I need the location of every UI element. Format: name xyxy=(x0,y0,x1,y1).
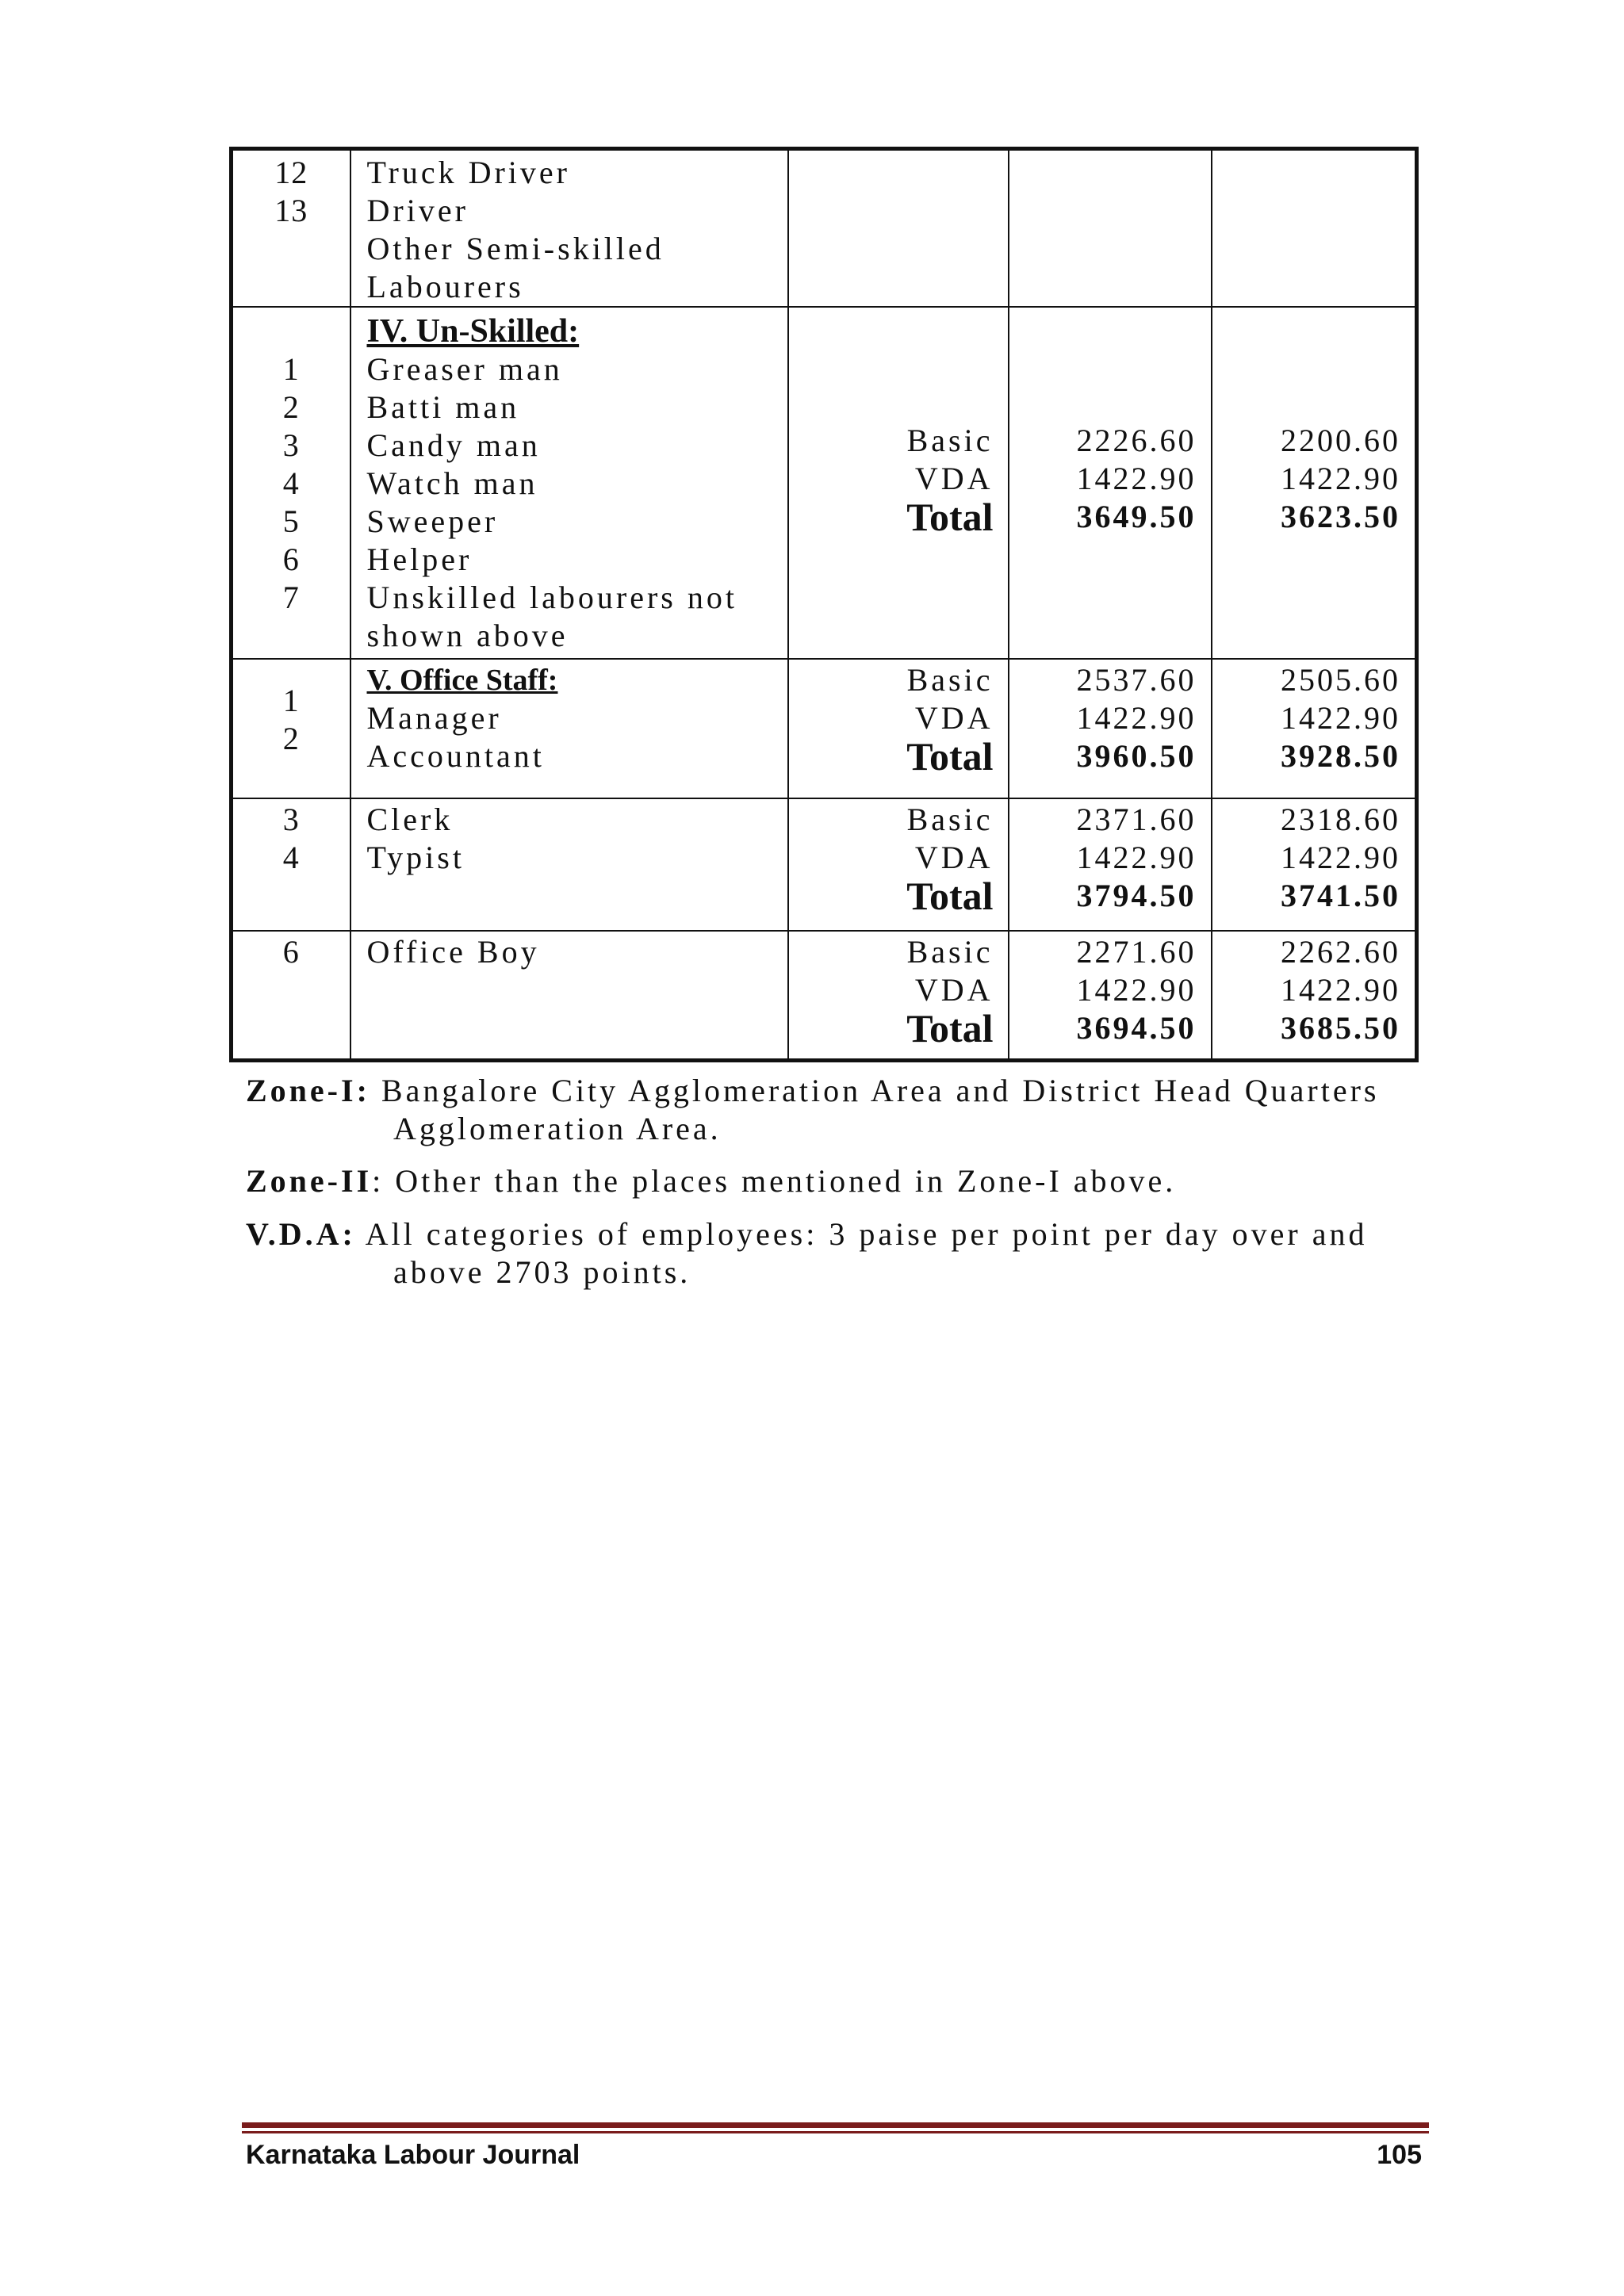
basic-value: 2262.60 xyxy=(1281,934,1400,970)
total-value: 3685.50 xyxy=(1281,1010,1400,1046)
category-name: Office Boy xyxy=(366,934,540,970)
zone2-note xyxy=(246,1162,1424,1200)
total-label: Total xyxy=(906,495,994,539)
category-cell xyxy=(350,931,788,1060)
serial-number: 5 xyxy=(282,503,300,539)
category-name: Greaser man xyxy=(366,351,563,387)
serial-number: 2 xyxy=(282,389,300,425)
total-value: 3794.50 xyxy=(1076,878,1197,913)
zone1-note xyxy=(246,1072,1424,1148)
category-name: Batti man xyxy=(366,389,520,425)
serial-number-cell xyxy=(232,931,350,1060)
total-value: 3694.50 xyxy=(1076,1010,1197,1046)
basic-value: 2371.60 xyxy=(1076,802,1197,837)
total-value: 3649.50 xyxy=(1076,499,1197,534)
vda-label: VDA xyxy=(914,461,994,496)
category-name: Accountant xyxy=(366,738,545,774)
zone2-text: : Other than the places mentioned in Zone-I above. xyxy=(372,1163,1177,1199)
serial-number: 4 xyxy=(282,465,300,501)
total-value: 3928.50 xyxy=(1281,738,1400,774)
basic-label: Basic xyxy=(906,662,994,698)
basic-value: 2226.60 xyxy=(1076,423,1197,458)
category-name: Driver xyxy=(366,193,469,228)
total-value: 3741.50 xyxy=(1281,878,1400,913)
vda-value: 1422.90 xyxy=(1076,461,1197,496)
serial-number: 3 xyxy=(282,427,300,463)
wage-table xyxy=(229,147,1419,1062)
vda-value: 1422.90 xyxy=(1281,972,1400,1008)
total-label: Total xyxy=(906,1006,994,1050)
category-name: shown above xyxy=(366,618,569,653)
vda-value: 1422.90 xyxy=(1281,461,1400,496)
vda-value: 1422.90 xyxy=(1076,700,1197,736)
vda-value: 1422.90 xyxy=(1076,840,1197,875)
zone2-value-cell xyxy=(1212,307,1417,659)
zone1-value-cell xyxy=(1009,307,1212,659)
category-name: Unskilled labourers not xyxy=(366,580,737,615)
category-name: Typist xyxy=(366,840,465,875)
basic-label: Basic xyxy=(906,934,994,970)
footer-divider-thin xyxy=(242,2131,1429,2133)
basic-value: 2537.60 xyxy=(1076,662,1197,698)
category-name: Manager xyxy=(366,700,502,736)
component-label-cell xyxy=(788,931,1009,1060)
zone1-value-cell xyxy=(1009,931,1212,1060)
vda-key: V.D.A: xyxy=(246,1216,356,1252)
zone1-value-cell xyxy=(1009,149,1212,308)
vda-label: VDA xyxy=(914,840,994,875)
category-name: Truck Driver xyxy=(366,155,570,190)
serial-number-cell xyxy=(232,149,350,308)
zone1-value-cell xyxy=(1009,659,1212,798)
vda-note xyxy=(246,1215,1424,1292)
serial-number: 6 xyxy=(282,934,300,970)
table-row xyxy=(232,931,1417,1060)
zone1-key: Zone-I: xyxy=(246,1073,370,1108)
zone2-value-cell xyxy=(1212,798,1417,931)
vda-value: 1422.90 xyxy=(1281,840,1400,875)
category-name: Sweeper xyxy=(366,503,499,539)
category-cell xyxy=(350,149,788,308)
basic-value: 2318.60 xyxy=(1281,802,1400,837)
zone2-value-cell xyxy=(1212,931,1417,1060)
vda-value: 1422.90 xyxy=(1076,972,1197,1008)
category-name: Watch man xyxy=(366,465,538,501)
serial-number-cell xyxy=(232,798,350,931)
vda-text: All categories of employees: 3 paise per point per day over and xyxy=(365,1216,1368,1252)
category-name: Helper xyxy=(366,541,473,577)
serial-number: 12 xyxy=(274,155,308,190)
page-number: 105 xyxy=(1377,2140,1422,2170)
zone2-key: Zone-II xyxy=(246,1163,373,1199)
category-cell xyxy=(350,659,788,798)
table-row xyxy=(232,307,1417,659)
component-label-cell xyxy=(788,149,1009,308)
serial-number-cell xyxy=(232,659,350,798)
table-row xyxy=(232,659,1417,798)
serial-number: 7 xyxy=(282,580,300,615)
table-row xyxy=(232,798,1417,931)
category-name: Labourers xyxy=(366,269,524,304)
serial-number: 1 xyxy=(282,351,300,387)
vda-text-continued: above 2703 points. xyxy=(393,1254,691,1290)
total-value: 3960.50 xyxy=(1076,738,1197,774)
zone2-value-cell xyxy=(1212,149,1417,308)
serial-number: 6 xyxy=(282,541,300,577)
basic-label: Basic xyxy=(906,802,994,837)
basic-value: 2505.60 xyxy=(1281,662,1400,698)
serial-number: 2 xyxy=(282,721,300,756)
category-cell xyxy=(350,798,788,931)
section-heading: V. Office Staff: xyxy=(366,664,558,697)
zone1-text: Bangalore City Agglomeration Area and District Head Quarters xyxy=(381,1073,1380,1108)
total-label: Total xyxy=(906,734,994,779)
component-label-cell xyxy=(788,307,1009,659)
serial-number: 4 xyxy=(282,840,300,875)
zone2-value-cell xyxy=(1212,659,1417,798)
serial-number: 3 xyxy=(282,802,300,837)
zone1-value-cell xyxy=(1009,798,1212,931)
vda-label: VDA xyxy=(914,700,994,736)
category-name: Other Semi-skilled xyxy=(366,231,665,266)
serial-number: 1 xyxy=(282,683,300,718)
footer-divider xyxy=(242,2122,1429,2128)
table-row xyxy=(232,149,1417,308)
category-name: Clerk xyxy=(366,802,454,837)
section-heading: IV. Un-Skilled: xyxy=(366,313,580,350)
component-label-cell xyxy=(788,798,1009,931)
total-value: 3623.50 xyxy=(1281,499,1400,534)
category-cell xyxy=(350,307,788,659)
basic-value: 2271.60 xyxy=(1076,934,1197,970)
component-label-cell xyxy=(788,659,1009,798)
basic-label: Basic xyxy=(906,423,994,458)
total-label: Total xyxy=(906,874,994,918)
serial-number: 13 xyxy=(274,193,308,228)
vda-label: VDA xyxy=(914,972,994,1008)
basic-value: 2200.60 xyxy=(1281,423,1400,458)
zone1-text-continued: Agglomeration Area. xyxy=(393,1111,722,1146)
vda-value: 1422.90 xyxy=(1281,700,1400,736)
category-name: Candy man xyxy=(366,427,541,463)
serial-number-cell xyxy=(232,307,350,659)
journal-title: Karnataka Labour Journal xyxy=(246,2140,580,2170)
